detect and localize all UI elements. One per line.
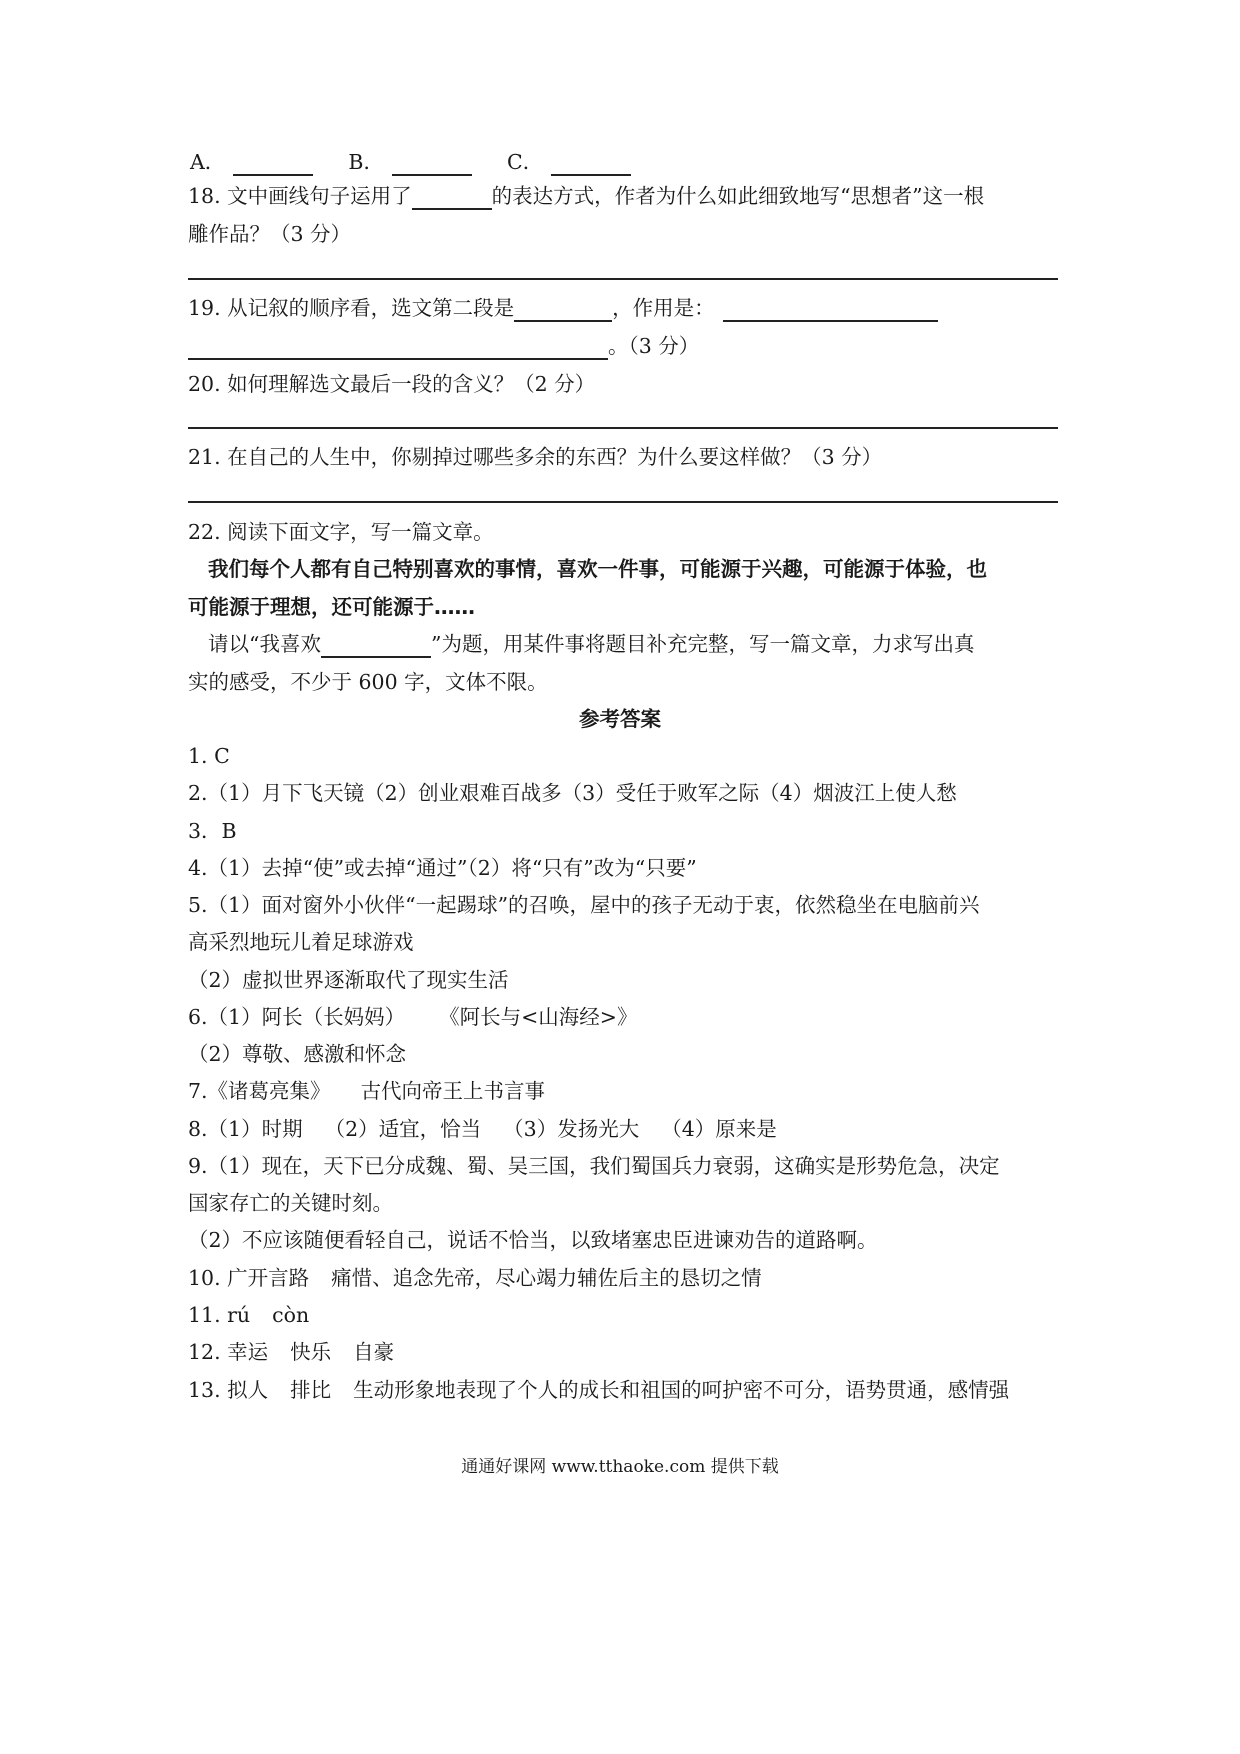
answers-heading: 参考答案	[579, 707, 661, 731]
q21-answer-line[interactable]	[188, 501, 1058, 503]
answer-12-part-3: 自豪	[353, 1340, 395, 1364]
q20: 20. 如何理解选文最后一段的含义？（2 分）	[188, 372, 596, 396]
answer-6-part-a: 6.（1）阿长（长妈妈）	[188, 1005, 406, 1029]
answer-13-part-3: 生动形象地表现了个人的成长和祖国的呵护密不可分，语势贯通，感情强	[353, 1378, 1010, 1402]
q19-blank-order[interactable]	[514, 298, 612, 322]
answer-11-part-2: còn	[272, 1303, 310, 1327]
answer-12-part-1: 12. 幸运	[188, 1340, 269, 1364]
answer-9-line1: 9.（1）现在，天下已分成魏、蜀、吴三国，我们蜀国兵力衰弱，这确实是形势危急，决定	[188, 1154, 1000, 1178]
q22-req-text-a: 请以“我喜欢	[208, 632, 321, 656]
answer-5-line3: （2）虚拟世界逐渐取代了现实生活	[188, 968, 509, 992]
q19-line1	[188, 294, 938, 322]
q18-text-b: 的表达方式，作者为什么如此细致地写“思想者”这一根	[491, 184, 985, 208]
answer-6-line1	[188, 1003, 637, 1031]
q17-blank-b[interactable]	[392, 152, 472, 176]
q17-option-c: C．	[507, 150, 544, 174]
q22-prompt-line1: 我们每个人都有自己特别喜欢的事情，喜欢一件事，可能源于兴趣，可能源于体验，也	[208, 557, 987, 581]
answer-13-part-1: 13. 拟人	[188, 1378, 269, 1402]
answer-6-line2: （2）尊敬、感激和怀念	[188, 1042, 407, 1066]
q19-text-b: ，作用是：	[612, 296, 715, 320]
page-footer: 通通好课网 www.tthaoke.com 提供下载	[461, 1457, 779, 1477]
answer-8	[188, 1115, 777, 1143]
q18-line1	[188, 182, 984, 210]
answer-9-line2: 国家存亡的关键时刻。	[188, 1191, 393, 1215]
answer-13	[188, 1376, 1009, 1404]
answer-1: 1. C	[188, 744, 230, 768]
q17-options	[190, 148, 631, 176]
q22-prompt-line2: 可能源于理想，还可能源于……	[188, 595, 475, 619]
answer-11	[188, 1301, 309, 1329]
answer-9-line3: （2）不应该随便看轻自己，说话不恰当，以致堵塞忠臣进谏劝告的道路啊。	[188, 1228, 878, 1252]
q21: 21. 在自己的人生中，你剔掉过哪些多余的东西？为什么要这样做？（3 分）	[188, 445, 883, 469]
q19-blank-effect[interactable]	[723, 298, 938, 322]
q20-answer-line[interactable]	[188, 427, 1058, 429]
answer-7-part-a: 7.《诸葛亮集》	[188, 1079, 331, 1103]
answer-7-part-b: 古代向帝王上书言事	[360, 1079, 546, 1103]
answer-8-part-3: （3）发扬光大	[503, 1117, 640, 1141]
answer-5-line2: 高采烈地玩儿着足球游戏	[188, 930, 414, 954]
answer-8-part-1: 8.（1）时期	[188, 1117, 303, 1141]
q19-end: 。（3 分）	[608, 334, 700, 358]
answer-12	[188, 1338, 394, 1366]
answer-8-part-4: （4）原来是	[661, 1117, 777, 1141]
q22-req-text-b: ”为题，用某件事将题目补充完整，写一篇文章，力求写出真	[430, 632, 975, 656]
answer-2: 2.（1）月下飞天镜（2）创业艰难百战多（3）受任于败军之际（4）烟波江上使人愁	[188, 781, 957, 805]
answer-10-part-1: 10. 广开言路	[188, 1266, 310, 1290]
q18-blank[interactable]	[412, 186, 492, 210]
q22-title: 22. 阅读下面文字，写一篇文章。	[188, 520, 494, 544]
answer-8-part-2: （2）适宜，恰当	[324, 1117, 482, 1141]
q19-text-a: 19. 从记叙的顺序看，选文第二段是	[188, 296, 515, 320]
answer-11-part-1: 11. rú	[188, 1303, 251, 1327]
q19-blank-effect-cont[interactable]	[188, 336, 608, 360]
q18-text-a: 18. 文中画线句子运用了	[188, 184, 412, 208]
q17-blank-a[interactable]	[233, 152, 313, 176]
q22-title-blank[interactable]	[321, 634, 431, 658]
answer-7	[188, 1077, 545, 1105]
answer-5-line1: 5.（1）面对窗外小伙伴“一起踢球”的召唤，屋中的孩子无动于衷，依然稳坐在电脑前兴	[188, 893, 980, 917]
q22-requirement-line2: 实的感受，不少于 600 字，文体不限。	[188, 670, 548, 694]
answer-10-part-2: 痛惜、追念先帝，尽心竭力辅佐后主的恳切之情	[331, 1266, 762, 1290]
answer-10	[188, 1264, 762, 1292]
answer-3: 3．B	[188, 819, 237, 843]
answer-13-part-2: 排比	[290, 1378, 332, 1402]
answer-6-part-b: 《阿长与<山海经>》	[439, 1005, 638, 1029]
q17-option-a: A．	[190, 150, 226, 174]
q18-line2: 雕作品？（3 分）	[188, 222, 352, 246]
q18-answer-line[interactable]	[188, 278, 1058, 280]
q17-option-b: B．	[348, 150, 384, 174]
q17-blank-c[interactable]	[551, 152, 631, 176]
q19-line2	[188, 332, 699, 360]
q22-requirement-line1	[208, 630, 974, 658]
answer-12-part-2: 快乐	[290, 1340, 332, 1364]
answer-4: 4.（1）去掉“使”或去掉“通过”（2）将“只有”改为“只要”	[188, 856, 697, 880]
